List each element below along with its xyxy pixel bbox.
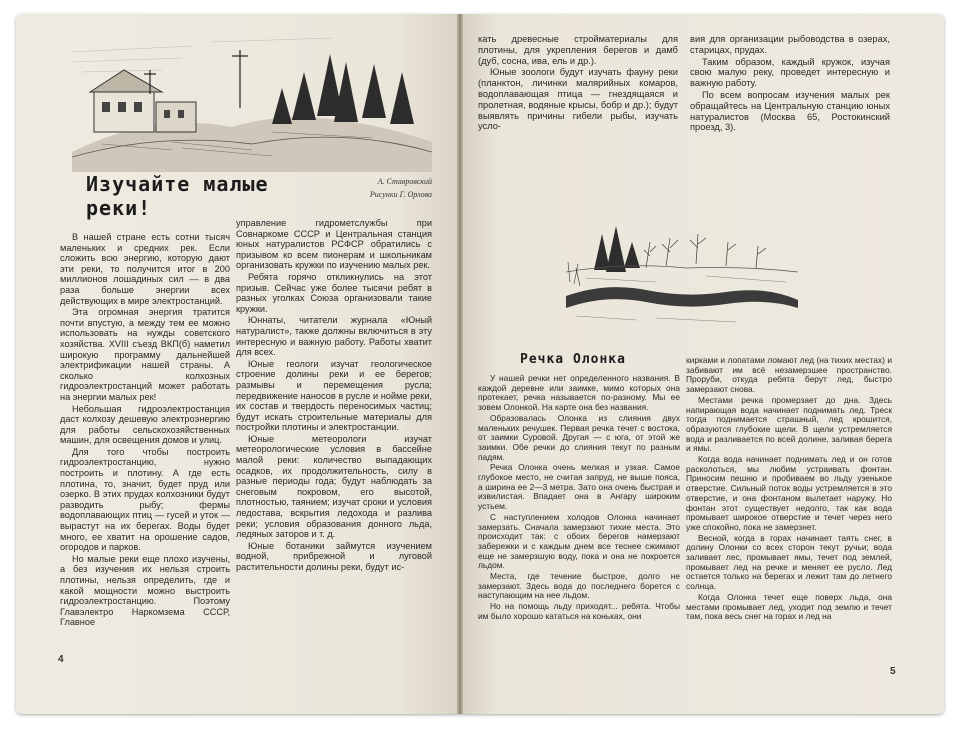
paragraph: кирками и лопатами ломают лед (на тихих местах) и забивают им всё незамерзшее пространство. Проруби, откуда ребята берут лед, быстро замерзают снова. — [686, 356, 892, 395]
story-column-1 — [478, 374, 680, 674]
article-title: Изучайте малые реки! — [86, 172, 269, 220]
paragraph: Местами речка промерзает до дна. Здесь напирающая вода начинает поднимать лед. Треск тогда поднимается страшный, лед крошится, образуются глубокие щели. В щели устремляется вода и разливается по всей долине, заливая берега и ямы. — [686, 394, 892, 454]
byline — [330, 175, 432, 201]
author-name: А. Ставровский — [377, 177, 432, 186]
paragraph: Речка Олонка очень мелкая и узкая. Самое глубокое место, не считая запруд, не выше пояса, а ширина ее 2—3 метра. Зато она очень быстрая и извилистая. Впадает она в Ангару широким устьем. — [478, 462, 680, 512]
paragraph: С наступлением холодов Олонка начинает замерзать. Сначала замерзают тихие места. Это происходит так: с обоих берегов намерзают забережки и с каждым днем все теснее сжимают еще не замерзшую воду, пока и она не покроется льдом. — [478, 511, 680, 571]
paragraph: Юные метеорологи изучат метеорологические условия в бассейне малой реки: количество выпадающих осадков, их продолжительность, силу в разные периоды года; будут наблюдать за снеговым покровом, его высотой, плотностью, таянием; изучат сроки и условия ледостава, вскрытия ледохода и разлива реки; условия образования донного льда, ледяных заторов и т. д. — [236, 433, 432, 540]
paragraph: У нашей речки нет определенного названия. В каждой деревне или заимке, мимо которых она протекает, речка называется по-разному. Мы ее зовем Олонкой. На карте она без названия. — [478, 374, 680, 413]
paragraph: Когда вода начинает поднимать лед и он готов расколоться, мы любим устраивать фонтан. Приносим пешню и пробиваем во льду узенькое отверстие. Сильный поток воды устремляется в это отверстие, и она фонтаном вылетает наружу. Но фонтан этот существует недолго, так как вода промывает широкое отверстие и течет через него уже спокойно, пока не замерзнет. — [686, 454, 892, 532]
left-column-2 — [236, 218, 432, 678]
story-column-2 — [686, 356, 892, 674]
paragraph: Эта огромная энергия тратится почти впустую, а между тем ее можно использовать на нужды советского хозяйства. XVIII съезд ВКП(б) наметил широкую программу дальнейшей электрификации нашей страны. А сколько колхозных гидроэлектростанций может работать на энергии малых рек! — [60, 307, 230, 402]
paragraph: Юные зоологи будут изучать фауну реки (планктон, личинки малярийных комаров, водоплавающая птица — гнездящаяся и пролетная, водяные крысы, бобр и др.); будут выявлять причины гибели рыбы, изучать усло- — [478, 67, 678, 132]
paragraph: Таким образом, каждый кружок, изучая свою малую реку, проведет интересную и важную работу. — [690, 56, 890, 89]
page-number-left: 4 — [58, 654, 64, 665]
page-number-right: 5 — [890, 666, 896, 677]
paragraph: По всем вопросам изучения малых рек обращайтесь на Центральную станцию юных натуралистов (Москва 65, Ростокинский проезд, 3). — [690, 89, 890, 133]
paragraph: вия для организации рыбоводства в озерах, старицах, прудах. — [690, 34, 890, 55]
paragraph: Места, где течение быстрое, долго не замерзают. Здесь вода до последнего борется с наступающим на нее льдом. — [478, 571, 680, 601]
paragraph: Небольшая гидроэлектростанция даст колхозу дешевую электроэнергию для работы сельскохозяйственных машин, для освещения домов и улиц. — [60, 403, 230, 446]
winter-river-illustration — [566, 212, 798, 330]
illustrator-credit: Рисунки Г. Орлова — [369, 190, 432, 199]
binding-gutter — [457, 14, 463, 714]
river-landscape-illustration — [72, 32, 432, 172]
left-column-1 — [60, 232, 230, 657]
paragraph: Когда Олонка течет еще поверх льда, она местами промывает лед, уходит под землю и течет там, пока весь снег на горах и лед на — [686, 591, 892, 622]
paragraph: Юные ботаники займутся изучением водной, прибрежной и луговой растительности долины реки, будут ис- — [236, 540, 432, 572]
paragraph: кать древесные стройматериалы для плотины, для укрепления берегов и дамб (дуб, сосна, ива, ель и др.). — [478, 34, 678, 66]
paragraph: Но малые реки еще плохо изучены, а без изучения их нельзя строить плотины, нельзя определить, где и какой мощности можно выстроить гидроэлектростанцию. Поэтому Главэлектро Наркомзема СССР, Главное — [60, 553, 230, 628]
paragraph: В нашей стране есть сотни тысяч маленьких и средних рек. Если сложить всю энергию, которую дают эти реки, то получится итог в 200 миллионов лошадиных сил — в два раза больше энергии всех действующих в мире электростанций. — [60, 232, 230, 306]
paragraph: Образовалась Олонка из слияния двух маленьких речушек. Первая речка течет с востока, от заимки Суровой. Другая — с юга, от этой же заимки. Обе речки до слияния текут по разным падям. — [478, 412, 680, 462]
paragraph: Юные геологи изучат геологическое строение долины реки и ее берегов; размывы и перемещения русла; передвижение наносов в русле и нойме реки, их состав и твердость переносимых частиц; будут искать строительные материалы для постройки плотины и электростанции. — [236, 358, 432, 433]
paragraph: Но на помощь льду приходят... ребята. Чтобы им было хорошо кататься на коньках, они — [478, 601, 680, 621]
story-title: Речка Олонка — [520, 352, 626, 367]
paragraph: Юннаты, читатели журнала «Юный натуралист», также должны включиться в эту интересную и важную работу. Работы хватит для всех. — [236, 315, 432, 358]
paragraph: Для того чтобы построить гидроэлектростанцию, нужно построить и плотину. А где есть плотина, то, значит, будет пруд или озерко. В этих прудах колхозники будут разводить рыбу; фермы водоплавающих птиц — гусей и уток — вырастут на их берегах. Воды будет много, ее хватит на орошение садов, огородов и парков. — [60, 446, 230, 553]
paragraph: Весной, когда в горах начинает таять снег, в долину Олонки со всех сторон текут ручьи; вода заливает лес, промывает ямы, течет под землей, промывает лед на речке и меняет ее русло. Лед остается только на берегах и лежит там до летнего солнца. — [686, 532, 892, 592]
right-column-2 — [690, 34, 890, 182]
paragraph: Ребята горячо откликнулись на этот призыв. Сейчас уже более тысячи ребят в разных уголках Союза организовали такие кружки. — [236, 271, 432, 314]
right-column-1 — [478, 34, 678, 182]
paragraph: управление гидрометслужбы при Совнаркоме СССР и Центральная станция юных натуралистов РСФСР обратились с призывом ко всем пионерам и школьникам организовать кружки по изучению малых рек. — [236, 218, 432, 271]
